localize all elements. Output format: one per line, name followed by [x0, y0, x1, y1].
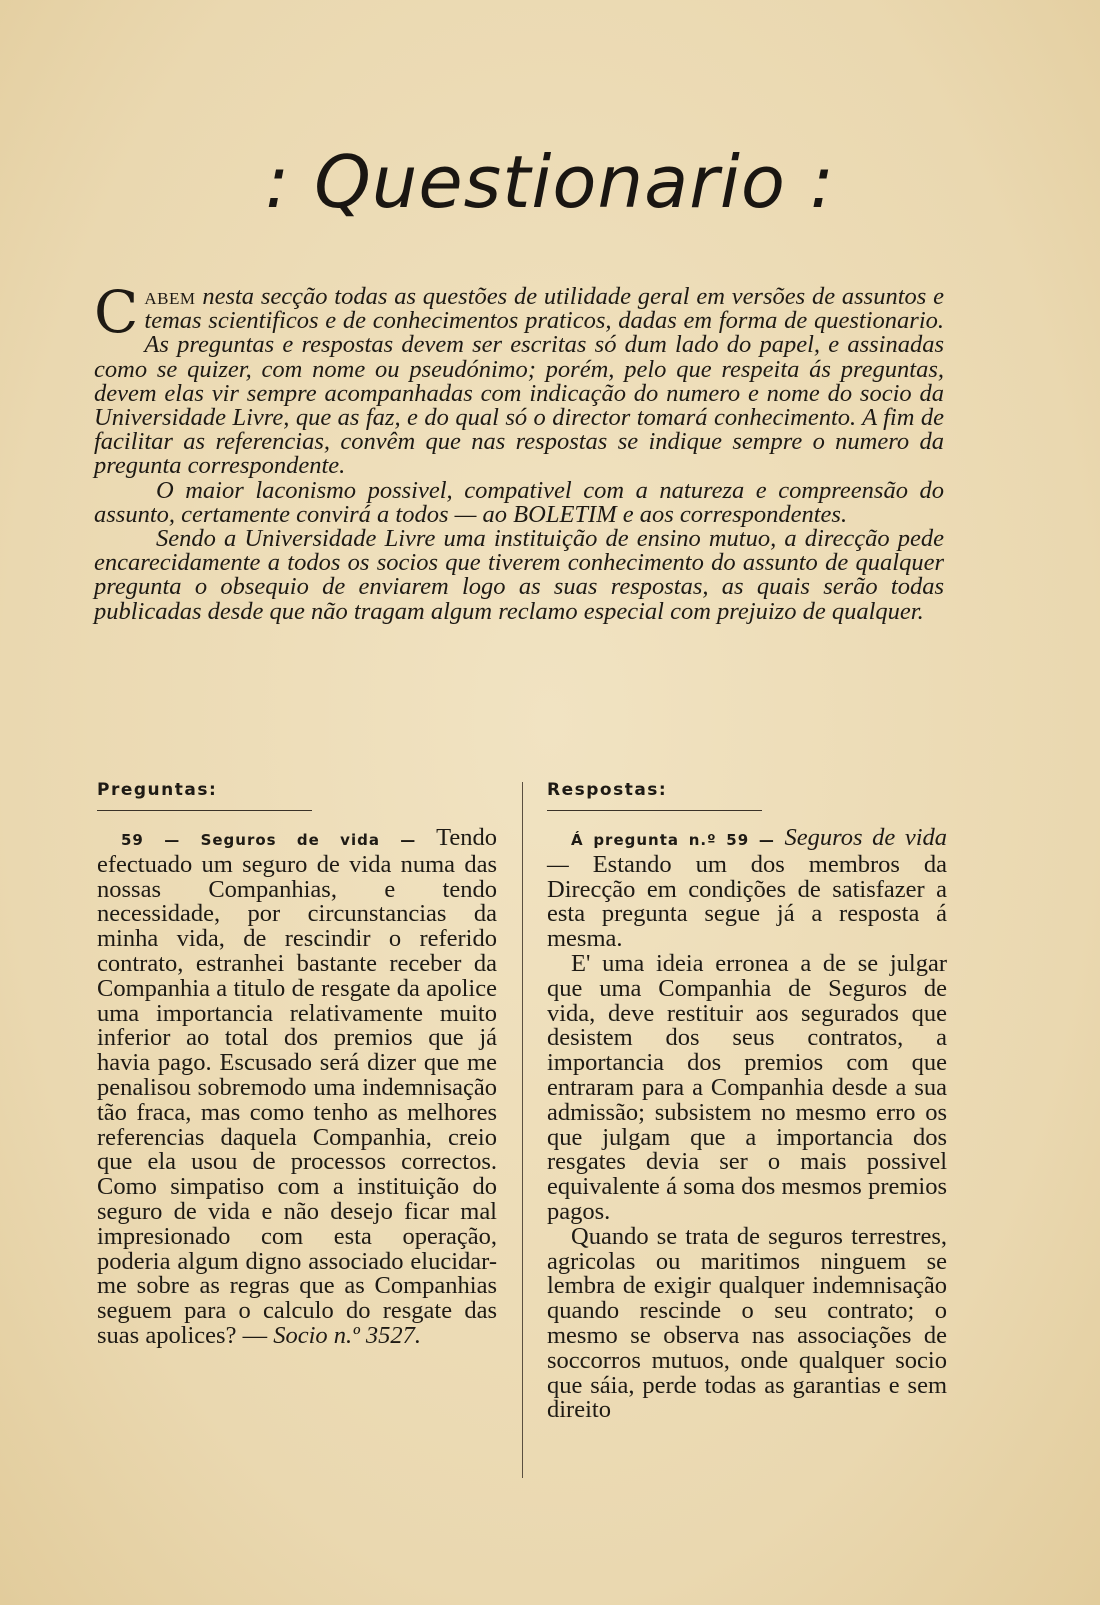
pregunta-59-signature: Socio n.º 3527. [273, 1321, 421, 1349]
intro-paragraph-2: O maior laconismo possivel, compativel com a natureza e compreensão do assunto, certamente convirá a todos — ao BOLETIM e aos correspondentes. [94, 476, 944, 528]
intro-opening-word: abem [144, 283, 196, 310]
preguntas-body [97, 826, 497, 1349]
pregunta-59-label: 59 — Seguros de vida — [121, 831, 417, 849]
intro-paragraph-1-text: nesta secção todas as questões de utilidade geral em versões de assuntos e temas scientificos e de conhecimentos praticos, dadas em forma de questionario. As preguntas e respostas devem ser escritas só dum lado do papel, e assinadas como se quizer, com nome ou pseudónimo; porém, pelo que respeita ás preguntas, devem elas vir sempre acompanhadas com indicação do numero e nome do socio da Universidade Livre, que as faz, e do qual só o director tomará conhecimento. A fim de facilitar as referencias, convêm que nas respostas se indique sempre o numero da pregunta correspondente. [94, 283, 944, 480]
page-title: : Questionario : [264, 140, 836, 224]
resposta-59-text-1: Estando um dos membros da Direcção em condições de satisfazer a esta pregunta segue já a resposta á mesma. [547, 850, 947, 953]
respostas-column [547, 780, 947, 1423]
preguntas-heading: Preguntas: [97, 780, 218, 800]
respostas-body [547, 826, 947, 1423]
dropcap-letter: C [94, 278, 139, 346]
resposta-59-paragraph-3: Quando se trata de seguros terrestres, agricolas ou maritimos ninguem se lembra de exigir qualquer indemnisação quando rescinde o seu contrato; o mesmo se observa nas associações de soccorros mutuos, onde qualquer socio que sáia, perde todas as garantias e sem direito [547, 1222, 947, 1424]
resposta-59-paragraph-1 [547, 826, 947, 952]
preguntas-heading-rule [97, 810, 312, 811]
resposta-59-paragraph-2: E' uma ideia erronea a de se julgar que uma Companhia de Seguros de vida, deve restituir aos segurados que desistem dos seus contratos, a importancia dos premios com que entraram para a Companhia desde a sua admissão; subsistem no mesmo erro os que julgam que a importancia dos resgates devia ser o mais possivel equivalente á soma dos mesmos premios pagos. [547, 949, 947, 1225]
intro-paragraph-3: Sendo a Universidade Livre uma instituição de ensino mutuo, a direcção pede encarecidamente a todos os socios que tiverem conhecimento do assunto de qualquer pregunta o obsequio de enviarem logo as suas respostas, as quais serão todas publicadas desde que não tragam algum reclamo especial com prejuizo de qualquer. [94, 525, 944, 625]
pregunta-59 [97, 826, 497, 1349]
resposta-59-label: Á pregunta n.º 59 — [571, 831, 775, 849]
pregunta-59-text: Tendo efectuado um seguro de vida numa das nossas Companhias, e tendo necessidade, por circunstancias da minha vida, de rescindir o referido contrato, estranhei bastante receber da Companhia a titulo de resgate da apolice uma importancia relativamente muito inferior ao total dos premios que já havia pago. Escusado será dizer que me penalisou sobremodo uma indemnisação tão fraca, mas como tenho as melhores referencias daquela Companhia, creio que ela usou de processos correctos. Como simpatiso com a instituição do seguro de vida e não desejo ficar mal impresionado com esta operação, poderia algum digno associado elucidar-me sobre as regras que as Companhias seguem para o calculo do resgate das suas apolices? — [97, 824, 497, 1349]
respostas-heading-rule [547, 810, 762, 811]
respostas-heading: Respostas: [547, 780, 668, 800]
intro-paragraph-1 [94, 278, 944, 480]
intro-section [94, 278, 944, 625]
resposta-59-subject: Seguros de vida — [547, 824, 948, 878]
preguntas-column [97, 780, 497, 1349]
column-divider [522, 782, 523, 1478]
